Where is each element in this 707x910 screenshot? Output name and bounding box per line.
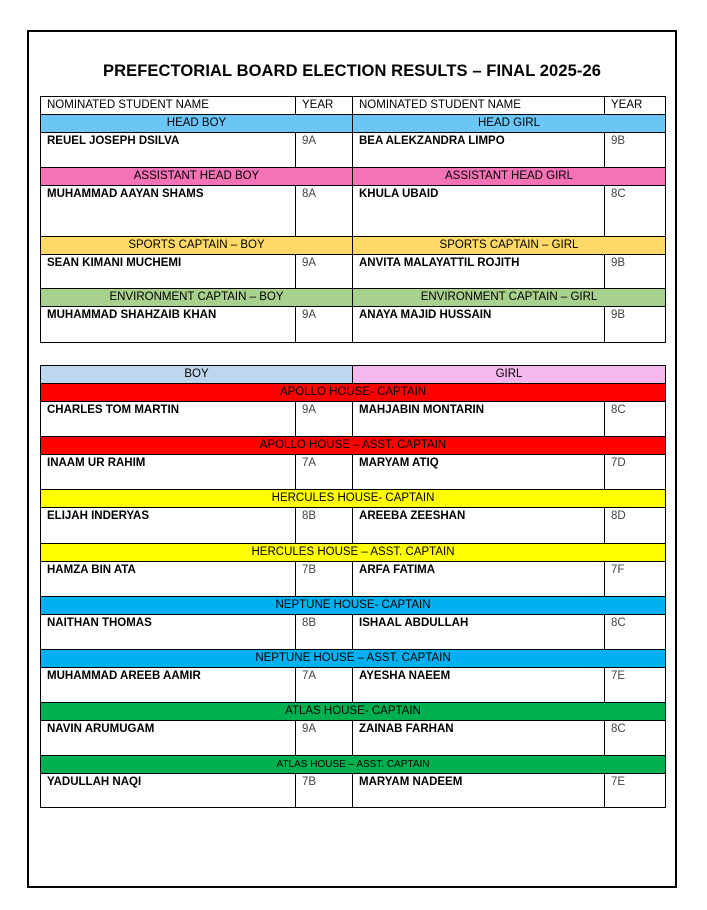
student-year: 8B: [296, 615, 353, 650]
student-year: 9A: [296, 255, 353, 289]
table-row: [41, 186, 666, 237]
section-title-assistant-head-boy: ASSISTANT HEAD BOY: [41, 168, 353, 186]
section-band-sports: [41, 237, 666, 255]
section-title-head-girl: HEAD GIRL: [353, 115, 666, 133]
section-band-neptune-asst: [41, 650, 666, 668]
student-name: ELIJAH INDERYAS: [41, 508, 296, 544]
column-header-boy: BOY: [41, 366, 353, 384]
student-name: MUHAMMAD SHAHZAIB KHAN: [41, 307, 296, 343]
table-row: [41, 615, 666, 650]
student-name: KHULA UBAID: [353, 186, 605, 237]
student-name: MARYAM ATIQ: [353, 455, 605, 490]
student-year: 8C: [605, 721, 666, 756]
houses-table: [40, 365, 666, 808]
page-title: PREFECTORIAL BOARD ELECTION RESULTS – FINAL 2025-26: [102, 62, 602, 80]
student-name: AYESHA NAEEM: [353, 668, 605, 703]
section-band-neptune-captain: [41, 597, 666, 615]
section-band-head: [41, 115, 666, 133]
student-name: MAHJABIN MONTARIN: [353, 402, 605, 437]
table-row: [41, 455, 666, 490]
student-name: MARYAM NADEEM: [353, 774, 605, 808]
section-title-environment-boy: ENVIRONMENT CAPTAIN – BOY: [41, 289, 353, 307]
column-header-girl: GIRL: [353, 366, 666, 384]
table-row: [41, 562, 666, 597]
student-name: MUHAMMAD AREEB AAMIR: [41, 668, 296, 703]
student-year: 8A: [296, 186, 353, 237]
table-row: [41, 668, 666, 703]
student-year: 7B: [296, 562, 353, 597]
student-name: REUEL JOSEPH DSILVA: [41, 133, 296, 168]
table-row: [41, 255, 666, 289]
section-band-atlas-captain: [41, 703, 666, 721]
houses-header-row: [41, 366, 666, 384]
section-title-sports-boy: SPORTS CAPTAIN – BOY: [41, 237, 353, 255]
section-title-environment-girl: ENVIRONMENT CAPTAIN – GIRL: [353, 289, 666, 307]
section-band-environment: [41, 289, 666, 307]
student-name: BEA ALEKZANDRA LIMPO: [353, 133, 605, 168]
student-year: 9A: [296, 402, 353, 437]
section-band-hercules-asst: [41, 544, 666, 562]
section-title: APOLLO HOUSE- CAPTAIN: [41, 384, 666, 402]
section-title: HERCULES HOUSE – ASST. CAPTAIN: [41, 544, 666, 562]
section-band-assistant: [41, 168, 666, 186]
table-row: [41, 721, 666, 756]
student-year: 8C: [605, 186, 666, 237]
student-year: 9B: [605, 255, 666, 289]
section-title-sports-girl: SPORTS CAPTAIN – GIRL: [353, 237, 666, 255]
table-row: [41, 508, 666, 544]
student-name: MUHAMMAD AAYAN SHAMS: [41, 186, 296, 237]
student-year: 8B: [296, 508, 353, 544]
section-title: APOLLO HOUSE – ASST. CAPTAIN: [41, 437, 666, 455]
leadership-header-row: [41, 97, 666, 115]
column-header-year: YEAR: [296, 97, 353, 115]
student-year: 7A: [296, 455, 353, 490]
section-band-atlas-asst: [41, 756, 666, 774]
student-name: ARFA FATIMA: [353, 562, 605, 597]
student-year: 9A: [296, 307, 353, 343]
student-year: 7F: [605, 562, 666, 597]
section-band-apollo-captain: [41, 384, 666, 402]
student-year: 7E: [605, 774, 666, 808]
student-name: INAAM UR RAHIM: [41, 455, 296, 490]
table-row: [41, 402, 666, 437]
section-band-hercules-captain: [41, 490, 666, 508]
table-row: [41, 133, 666, 168]
student-year: 7A: [296, 668, 353, 703]
student-name: ANAYA MAJID HUSSAIN: [353, 307, 605, 343]
section-title: NEPTUNE HOUSE- CAPTAIN: [41, 597, 666, 615]
student-year: 7D: [605, 455, 666, 490]
student-name: YADULLAH NAQI: [41, 774, 296, 808]
leadership-table: [40, 96, 666, 343]
section-title-assistant-head-girl: ASSISTANT HEAD GIRL: [353, 168, 666, 186]
student-year: 7E: [605, 668, 666, 703]
column-header-name: NOMINATED STUDENT NAME: [41, 97, 296, 115]
table-row: [41, 307, 666, 343]
student-year: 8C: [605, 402, 666, 437]
student-year: 9A: [296, 721, 353, 756]
student-year: 9B: [605, 307, 666, 343]
student-name: SEAN KIMANI MUCHEMI: [41, 255, 296, 289]
student-name: NAVIN ARUMUGAM: [41, 721, 296, 756]
section-title-head-boy: HEAD BOY: [41, 115, 353, 133]
student-year: 9B: [605, 133, 666, 168]
section-band-apollo-asst: [41, 437, 666, 455]
table-row: [41, 774, 666, 808]
student-name: NAITHAN THOMAS: [41, 615, 296, 650]
student-name: CHARLES TOM MARTIN: [41, 402, 296, 437]
column-header-year: YEAR: [605, 97, 666, 115]
student-year: 8C: [605, 615, 666, 650]
student-year: 8D: [605, 508, 666, 544]
column-header-name: NOMINATED STUDENT NAME: [353, 97, 605, 115]
student-year: 9A: [296, 133, 353, 168]
student-name: ZAINAB FARHAN: [353, 721, 605, 756]
section-title: ATLAS HOUSE- CAPTAIN: [41, 703, 666, 721]
student-name: ANVITA MALAYATTIL ROJITH: [353, 255, 605, 289]
student-name: AREEBA ZEESHAN: [353, 508, 605, 544]
student-name: HAMZA BIN ATA: [41, 562, 296, 597]
section-title: ATLAS HOUSE – ASST. CAPTAIN: [41, 756, 666, 774]
section-title: NEPTUNE HOUSE – ASST. CAPTAIN: [41, 650, 666, 668]
student-name: ISHAAL ABDULLAH: [353, 615, 605, 650]
section-title: HERCULES HOUSE- CAPTAIN: [41, 490, 666, 508]
student-year: 7B: [296, 774, 353, 808]
